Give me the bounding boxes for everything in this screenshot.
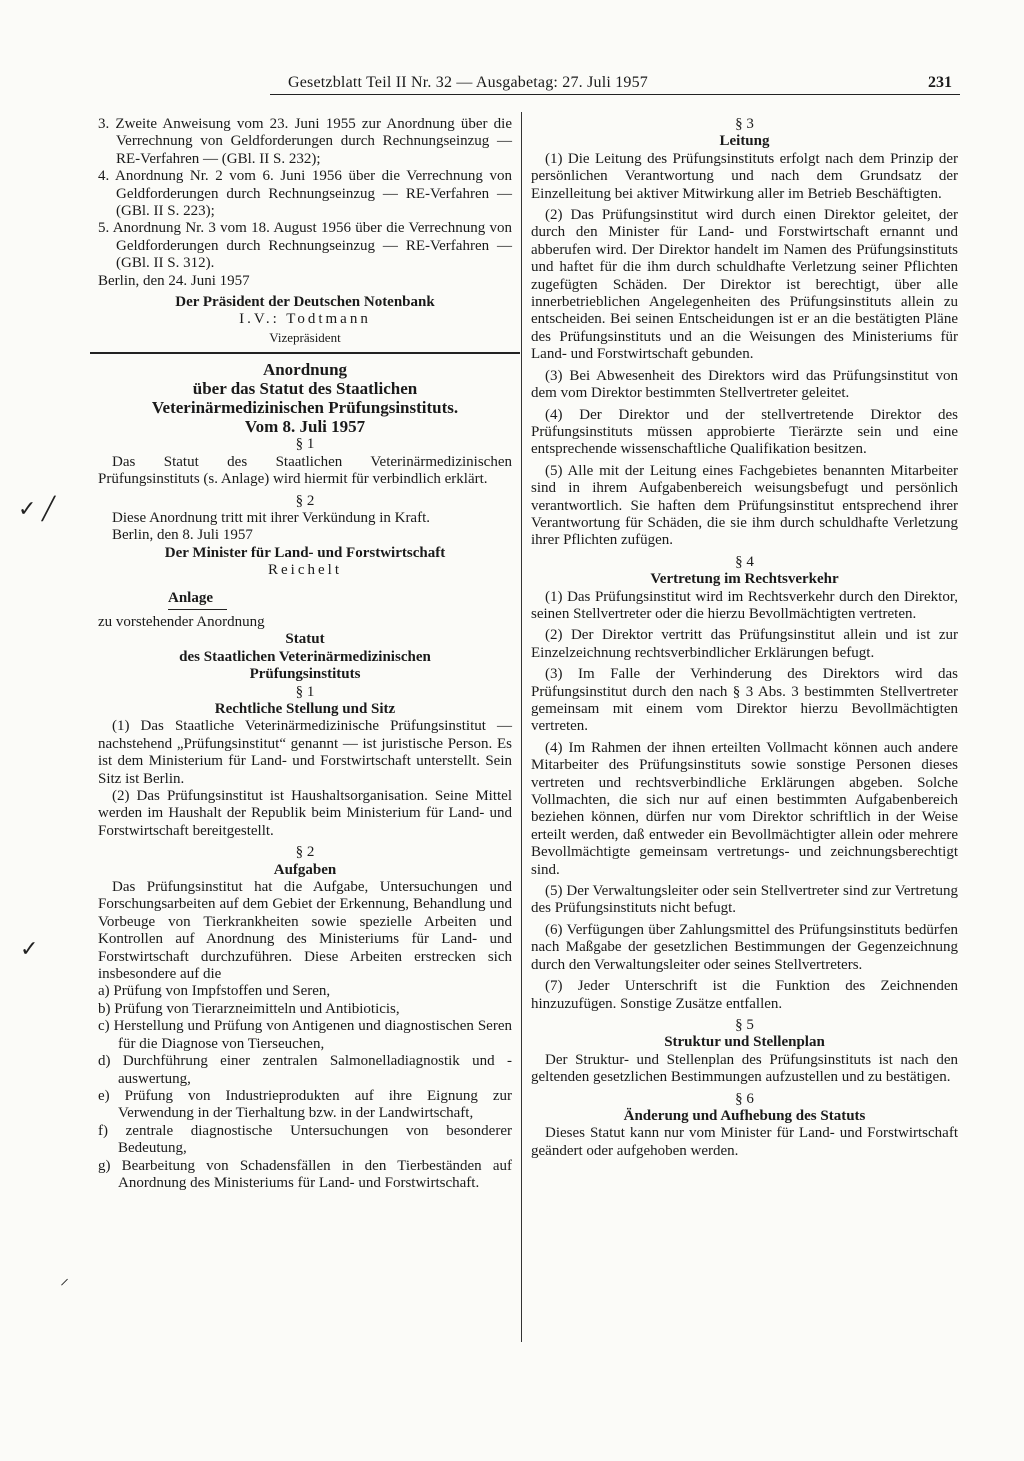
date-line: Berlin, den 24. Juni 1957 <box>98 272 250 289</box>
margin-check-mark: ✓ ╱ <box>18 496 56 521</box>
paragraph: (3) Bei Abwesenheit des Direktors wird das Prüfungsinstitut von dem vom Direktor bestimmten Stellvertreter geleitet. <box>531 367 958 402</box>
paragraph: Diese Anordnung tritt mit ihrer Verkündung in Kraft. <box>112 509 431 526</box>
paragraph: Dieses Statut kann nur vom Minister für Land- und Forstwirtschaft geändert oder aufgehoben werden. <box>531 1125 958 1159</box>
section-heading: § 1 <box>295 683 315 700</box>
section-heading: § 6 <box>735 1090 754 1107</box>
column-divider <box>521 112 522 1342</box>
paragraph: (2) Der Direktor vertritt das Prüfungsinstitut allein und ist zur Einzelzeichnung rechtsverbindlicher Erklärungen befugt. <box>531 627 958 661</box>
section-heading: § 4 <box>735 553 754 570</box>
left-column <box>98 116 512 1192</box>
header-title: Gesetzblatt Teil II Nr. 32 — Ausgabetag: 27. Juli 1957 <box>288 74 648 91</box>
statute-title: Prüfungsinstituts <box>249 666 361 683</box>
paragraph: (4) Im Rahmen der ihnen erteilten Vollmacht können auch andere Mitarbeiter des Prüfungsinstituts sowie sonstige Personen dieses vertreten und rechtsverbindliche Erklärungen abgeben. Solche Vollmachten, die sich nur auf einen bestimmten Aufgabenbereich beziehen können, dürfen nur vom Direktor schriftlich in der Weise erteilt werden, daß entweder ein Bevollmächtigter allein oder mehrere Bevollmächtigte gemeinsam vertretungs- und zeichnungsberechtigt sind. <box>531 739 958 878</box>
page-header <box>270 72 960 95</box>
section-heading: § 2 <box>295 844 315 861</box>
section-heading: § 3 <box>735 116 754 132</box>
right-column <box>531 116 958 1160</box>
paragraph: (6) Verfügungen über Zahlungsmittel des Prüfungsinstituts bedürfen nach Maßgabe der gesetzlichen Bestimmungen der Gegenzeichnung durch den Verwaltungsleiter oder seines Stellvertreters. <box>531 921 958 973</box>
paragraph: (4) Der Direktor und der stellvertretende Direktor des Prüfungsinstituts müssen approbierte Tierärzte sein und eine entsprechende wissenschaftliche Qualifikation besitzen. <box>531 406 958 458</box>
margin-check-mark: ✓ <box>20 936 39 961</box>
task-item: d) Durchführung einer zentralen Salmonelladiagnostik und -auswertung, <box>98 1053 512 1087</box>
paragraph: Das Statut des Staatlichen Veterinärmedizinischen Prüfungsinstituts (s. Anlage) wird hiermit für verbindlich erklärt. <box>98 453 512 488</box>
section-title: Änderung und Aufhebung des Statuts <box>623 1107 866 1124</box>
statute-title: des Staatlichen Veterinärmedizinischen <box>179 648 431 665</box>
paragraph: (2) Das Prüfungsinstitut wird durch einen Direktor geleitet, der durch den Minister für Land- und Forstwirtschaft ernannt und abberufen wird. Der Direktor handelt im Namen des Prüfungsinstituts und haftet für die ihm durch schuldhafte Verletzung seiner Pflichten zugefügten Schäden. Der Direktor ist berechtigt, über alle innerbetrieblichen Angelegenheiten des Prüfungsinstituts allein zu entscheiden. Bei seinen Entscheidungen ist er an die bestätigten Pläne des Prüfungsinstituts und an die Weisungen des Ministeriums für Land- und Forstwirtschaft gebunden. <box>531 207 958 363</box>
signatory-title: Vizepräsident <box>269 329 341 345</box>
paragraph: (5) Alle mit der Leitung eines Fachgebietes benannten Mitarbeiter sind in ihrem Aufgabenbereich weisungsbefugt und persönlich verantwortlich. Sie haften dem Prüfungsinstitut entsprechend ihrer Verantwortung für Schäden, die sie ihm durch schuldhafte Verletzung ihrer Pflichten zufügen. <box>531 462 958 549</box>
section-title: Vertretung im Rechtsverkehr <box>650 571 839 588</box>
paragraph: Der Struktur- und Stellenplan des Prüfungsinstituts ist nach den geltenden gesetzlichen Bestimmungen aufzustellen und zu bestätigen. <box>531 1051 958 1086</box>
list-item: 5. Anordnung Nr. 3 vom 18. August 1956 über die Verrechnung von Geldforderungen durch Rechnungseinzug — RE-Verfahren — (GBl. II S. 312). <box>98 220 512 272</box>
statute-title: Statut <box>285 631 325 648</box>
list-item: 4. Anordnung Nr. 2 vom 6. Juni 1956 über die Verrechnung von Geldforderungen durch Rechnungseinzug — RE-Verfahren — (GBl. II S. 223); <box>98 168 512 220</box>
task-item: g) Bearbeitung von Schadensfällen in den Tierbeständen auf Anordnung des Ministeriums für Land- und Forstwirtschaft. <box>98 1157 512 1191</box>
paragraph: (1) Die Leitung des Prüfungsinstituts erfolgt nach dem Prinzip der persönlichen Verantwortung und nach dem Grundsatz der Einzelleitung bei aktiver Mitwirkung aller im Betrieb Beschäftigten. <box>531 150 958 202</box>
margin-tick-mark: ⸝ <box>60 1268 69 1288</box>
task-item: b) Prüfung von Tierarzneimitteln und Antibioticis, <box>98 1000 400 1017</box>
paragraph: (1) Das Prüfungsinstitut wird im Rechtsverkehr durch den Direktor, seinen Stellvertreter oder die hierzu Bevollmächtigten vertreten. <box>531 588 958 622</box>
task-item: e) Prüfung von Industrieprodukten auf ihre Eignung zur Verwendung in der Tierhaltung bzw. in der Landwirtschaft, <box>98 1087 512 1122</box>
paragraph: (7) Jeder Unterschrift ist die Funktion des Zeichnenden hinzuzufügen. Sonstige Zusätze entfallen. <box>531 978 958 1012</box>
list-item: 3. Zweite Anweisung vom 23. Juni 1955 zur Anordnung über die Verrechnung von Geldforderungen durch Rechnungseinzug — RE-Verfahren — (GBl. II S. 232); <box>98 116 512 167</box>
task-item: f) zentrale diagnostische Untersuchungen von besonderer Bedeutung, <box>98 1122 512 1157</box>
date-line: Berlin, den 8. Juli 1957 <box>112 527 253 544</box>
section-title: Rechtliche Stellung und Sitz <box>214 700 396 717</box>
section-heading: § 1 <box>295 436 315 453</box>
section-heading: § 2 <box>295 492 315 509</box>
task-item: a) Prüfung von Impfstoffen und Seren, <box>98 983 331 1000</box>
page-number: 231 <box>928 74 952 91</box>
paragraph: (2) Das Prüfungsinstitut ist Haushaltsorganisation. Seine Mittel werden im Haushalt der Republik beim Ministerium für Land- und Forstwirtschaft bereitgestellt. <box>98 788 512 839</box>
annex-subtitle: zu vorstehender Anordnung <box>98 613 265 630</box>
paragraph: (5) Der Verwaltungsleiter oder sein Stellvertreter sind zur Vertretung des Prüfungsinstituts nicht befugt. <box>531 883 958 917</box>
signatory-organization: Der Minister für Land- und Forstwirtschaft <box>164 544 446 561</box>
paragraph: Das Prüfungsinstitut hat die Aufgabe, Untersuchungen und Forschungsarbeiten auf dem Gebiet der Erkennung, Behandlung und Vorbeuge von Tierkrankheiten sowie spezielle Arbeiten und Kontrollen auf Anordnung des Ministeriums für Land- und Forstwirtschaft durchzuführen. Diese Arbeiten erstrecken sich insbesondere auf die <box>98 879 512 983</box>
task-item: c) Herstellung und Prüfung von Antigenen und diagnostischen Seren für die Diagnose von Tierseuchen, <box>98 1018 512 1052</box>
ordinance-title: Anordnung <box>262 360 348 380</box>
ordinance-title: Veterinärmedizinischen Prüfungsinstituts. <box>151 398 459 418</box>
section-title: Aufgaben <box>273 861 337 878</box>
ordinance-title: über das Statut des Staatlichen <box>192 379 418 399</box>
ordinance-date: Vom 8. Juli 1957 <box>244 417 366 437</box>
section-heading: § 5 <box>735 1016 754 1033</box>
signatory-organization: Der Präsident der Deutschen Notenbank <box>175 294 435 311</box>
signatory-name: I.V.: Todtmann <box>239 311 371 328</box>
signatory-name: Reichelt <box>268 562 342 579</box>
paragraph: (3) Im Falle der Verhinderung des Direktors wird das Prüfungsinstitut durch den nach § 3 Abs. 3 bestimmten Stellvertreter gemeinsam mit einem vom Direktor hierzu Bevollmächtigten vertreten. <box>531 666 958 735</box>
paragraph: (1) Das Staatliche Veterinärmedizinische Prüfungsinstitut — nachstehend „Prüfungsinstitut“ genannt — ist juristische Person. Es ist dem Ministerium für Land- und Forstwirtschaft unterstellt. Sein Sitz ist Berlin. <box>98 718 512 787</box>
section-rule <box>90 352 520 354</box>
section-title: Struktur und Stellenplan <box>664 1034 825 1051</box>
annex-heading: Anlage <box>168 590 227 610</box>
section-title: Leitung <box>719 133 770 150</box>
